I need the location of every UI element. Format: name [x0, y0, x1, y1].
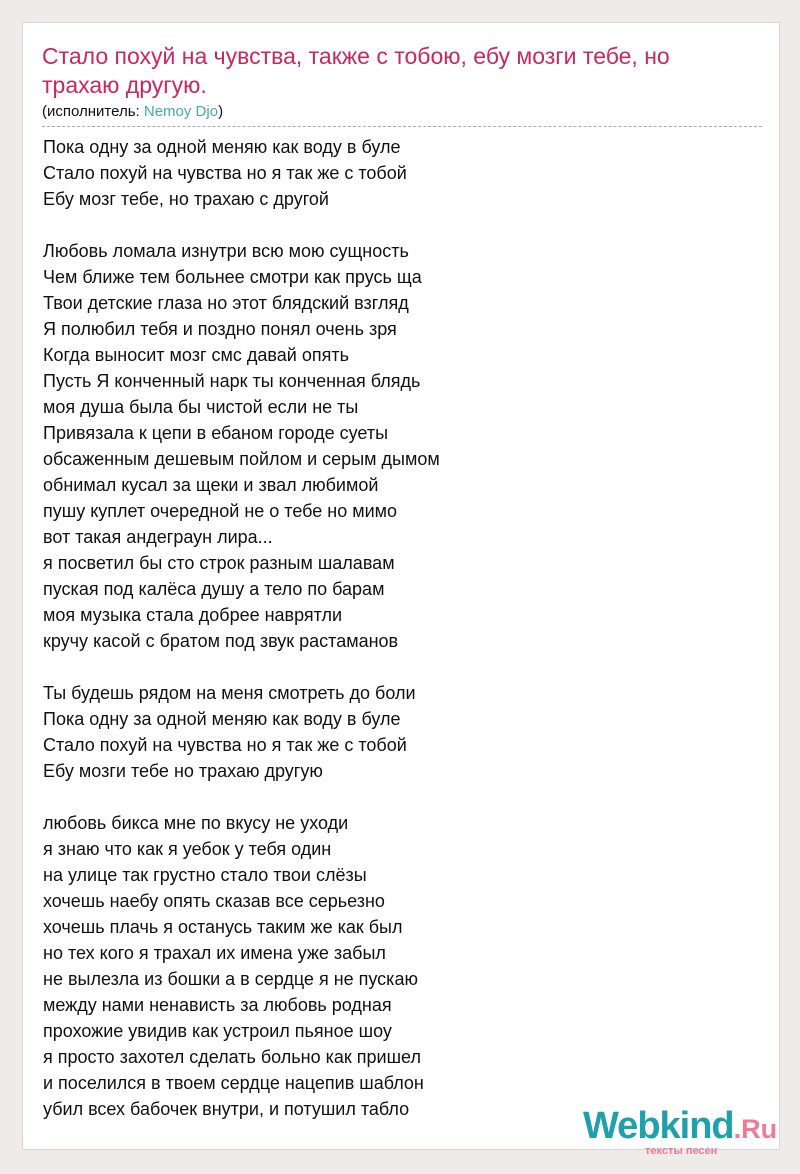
lyrics-stanza: [43, 134, 440, 212]
lyric-line: любовь бикса мне по вкусу не уходи: [43, 813, 349, 833]
lyric-line: обсаженным дешевым пойлом и серым дымом: [43, 449, 440, 469]
lyric-line: между нами ненависть за любовь родная: [43, 995, 392, 1015]
lyric-line: и поселился в твоем сердце нацепив шаблон: [43, 1073, 424, 1093]
lyric-line: Пока одну за одной меняю как воду в буле: [43, 137, 401, 157]
lyric-line: хочешь наебу опять сказав все серьезно: [43, 891, 385, 911]
lyric-line: Ты будешь рядом на меня смотреть до боли: [43, 683, 416, 703]
lyrics: [43, 134, 440, 1148]
lyric-line: Стало похуй на чувства но я так же с тобой: [43, 163, 407, 183]
lyric-line: Пока одну за одной меняю как воду в буле: [43, 709, 401, 729]
lyric-line: Любовь ломала изнутри всю мою сущность: [43, 241, 409, 261]
lyric-line: кручу касой с братом под звук растаманов: [43, 631, 399, 651]
lyric-line: не вылезла из бошки а в сердце я не пускаю: [43, 969, 418, 989]
artist-link[interactable]: Nemoy Djo: [143, 103, 219, 120]
lyric-line: Привязала к цепи в ебаном городе суеты: [43, 423, 389, 443]
lyric-line: вот такая андеграун лира...: [43, 527, 273, 547]
logo-domain: .Ru: [733, 1114, 778, 1144]
lyric-line: я посветил бы сто строк разным шалавам: [43, 553, 395, 573]
lyric-line: Чем ближе тем больнее смотри как прусь ща: [43, 267, 422, 287]
song-title: Стало похуй на чувства, также с тобою, ебу мозги тебе, но трахаю другую.: [42, 43, 670, 98]
lyric-line: Ебу мозги тебе но трахаю другую: [43, 761, 323, 781]
logo-tagline: тексты песен: [645, 1145, 718, 1157]
lyric-line: я знаю что как я уебок у тебя один: [43, 839, 332, 859]
lyric-line: я просто захотел сделать больно как пришел: [43, 1047, 421, 1067]
lyric-line: Когда выносит мозг смс давай опять: [43, 345, 349, 365]
lyrics-stanza: [43, 238, 440, 654]
lyric-line: Твои детские глаза но этот блядский взгляд: [43, 293, 409, 313]
lyric-line: пушу куплет очередной не о тебе но мимо: [43, 501, 398, 521]
lyric-line: убил всех бабочек внутри, и потушил табло: [43, 1099, 410, 1119]
lyrics-stanza: [43, 810, 440, 1122]
lyric-line: Ебу мозг тебе, но трахаю с другой: [43, 189, 329, 209]
lyric-line: Я полюбил тебя и поздно понял очень зря: [43, 319, 397, 339]
artist-prefix: (исполнитель:: [42, 103, 144, 120]
lyric-line: Стало похуй на чувства но я так же с тобой: [43, 735, 407, 755]
lyric-line: пуская под калёса душу а тело по барам: [43, 579, 385, 599]
lyric-line: моя музыка стала добрее наврятли: [43, 605, 343, 625]
lyric-line: моя душа была бы чистой если не ты: [43, 397, 359, 417]
lyric-line: Пусть Я конченный нарк ты конченная блядь: [43, 371, 421, 391]
lyric-line: прохожие увидив как устроил пьяное шоу: [43, 1021, 392, 1041]
lyrics-stanza: [43, 680, 440, 784]
logo-main: Webkind: [583, 1105, 734, 1147]
artist-line: [42, 103, 762, 127]
site-logo[interactable]: [583, 1105, 783, 1157]
lyric-line: но тех кого я трахал их имена уже забыл: [43, 943, 386, 963]
artist-suffix: ): [218, 103, 224, 120]
lyric-line: обнимал кусал за щеки и звал любимой: [43, 475, 379, 495]
lyric-line: на улице так грустно стало твои слёзы: [43, 865, 367, 885]
lyric-line: хочешь плачь я останусь таким же как был: [43, 917, 403, 937]
